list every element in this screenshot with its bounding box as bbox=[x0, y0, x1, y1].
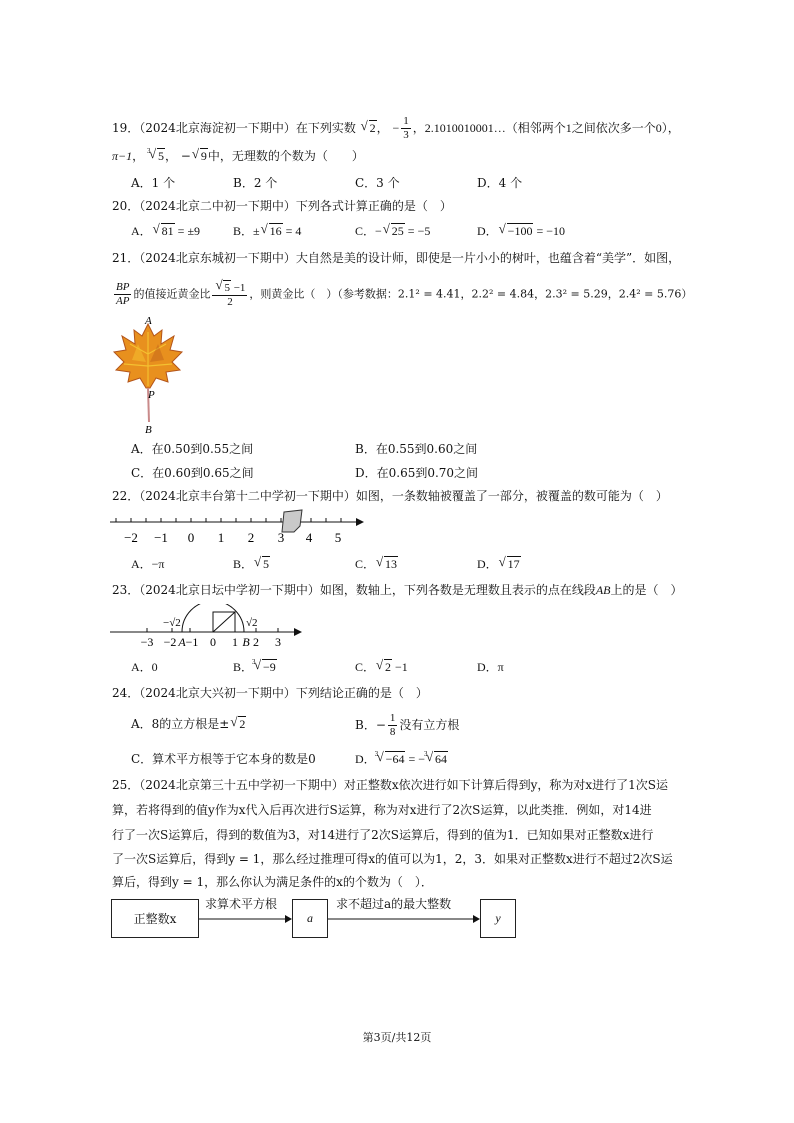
q24-number: 24． bbox=[112, 686, 140, 700]
label-p: P bbox=[148, 389, 155, 401]
q22-option-d[interactable]: D．√ 17 bbox=[477, 556, 521, 572]
q21-line2 bbox=[112, 280, 692, 309]
q19-pi-minus-1: π−1 bbox=[112, 149, 133, 163]
tick-label: 5 bbox=[334, 530, 342, 545]
q24-stem bbox=[112, 685, 428, 701]
q22-source: （2024北京丰台第十二中学初一下期中） bbox=[139, 489, 356, 503]
tick-label: 3 bbox=[277, 530, 285, 545]
q25-number: 25． bbox=[112, 778, 140, 792]
q21-option-d[interactable]: D．在0.65到0.70之间 bbox=[355, 466, 479, 480]
label-a: A bbox=[145, 315, 152, 327]
q21-option-c[interactable]: C．在0.60到0.65之间 bbox=[131, 466, 254, 480]
q21-golden-ratio: √ $\frac{5 -1}{2}$ bbox=[212, 280, 247, 309]
pos-sqrt2-label: √2 bbox=[246, 617, 258, 629]
q24-option-b[interactable]: B．− $\frac{1}{8}$ 没有立方根 bbox=[355, 712, 460, 738]
q23-option-d[interactable]: D．π bbox=[477, 660, 504, 674]
q23-question-end: 上的是（ ） bbox=[610, 583, 683, 597]
q21-number: 21． bbox=[112, 251, 140, 265]
q19-line1: 19．（2024北京海淀初一下期中）在下列实数 √ 2， − $\frac{1}{3}$ ，2.1010010001…（相邻两个1之间依次多一个0）， bbox=[112, 115, 680, 142]
tick-label: 1 bbox=[217, 530, 225, 545]
q22-option-c[interactable]: C．√ 13 bbox=[355, 556, 398, 572]
q19-option-a[interactable]: A．1 个 bbox=[131, 176, 176, 190]
q22-option-b[interactable]: B．√ 5 bbox=[233, 556, 270, 572]
q20-option-c[interactable]: C．−√ 25 = −5 bbox=[355, 223, 430, 239]
tick-label: 0 bbox=[187, 530, 195, 545]
q24-option-c[interactable]: C．算术平方根等于它本身的数是0 bbox=[131, 752, 316, 766]
tick-label: −2 bbox=[163, 635, 177, 649]
q25-line4: 了一次S运算后，得到y = 1，那么经过推理可得x的值可以为1，2，3．如果对正整数x进行不超过2次S运 bbox=[112, 852, 673, 866]
q21-option-b[interactable]: B．在0.55到0.60之间 bbox=[355, 442, 478, 456]
q23-option-a[interactable]: A．0 bbox=[131, 660, 158, 674]
q23-number-line bbox=[110, 604, 306, 652]
tick-label: 0 bbox=[210, 635, 216, 649]
q25-line2: 算，若将得到的值y作为x代入后再次进行S运算，称为对x进行了2次S运算，以此类推．例如，对14进 bbox=[112, 803, 652, 817]
q24-option-a[interactable]: A．8的立方根是±√ 2 bbox=[131, 716, 246, 732]
q23-source: （2024北京日坛中学初一下期中） bbox=[139, 583, 320, 597]
tick-label: 2 bbox=[253, 635, 259, 649]
flow-box-a: a bbox=[292, 899, 328, 938]
q19-fraction: $\frac{1}{3}$ bbox=[403, 115, 409, 141]
tick-label: −3 bbox=[140, 635, 154, 649]
q23-option-c[interactable]: C．√ 2 −1 bbox=[355, 659, 408, 675]
q19-number: 19． bbox=[112, 121, 140, 135]
tick-label: 1 bbox=[232, 635, 238, 649]
q19-sqrt2: √ 2 bbox=[361, 120, 377, 136]
q20-source: （2024北京二中初一下期中） bbox=[139, 199, 296, 213]
tick-label-a: A bbox=[178, 635, 186, 649]
q19-option-b[interactable]: B．2 个 bbox=[233, 176, 278, 190]
q22-option-a[interactable]: A．−π bbox=[131, 557, 165, 571]
neg-sqrt2-label: −√2 bbox=[163, 617, 181, 629]
q25-source: （2024北京第三十五中学初一下期中） bbox=[139, 778, 344, 792]
q20-question: 下列各式计算正确的是（ ） bbox=[295, 199, 452, 213]
flow-label-sqrt: 求算术平方根 bbox=[205, 897, 278, 911]
q21-option-a[interactable]: A．在0.50到0.55之间 bbox=[131, 442, 254, 456]
flow-box-y: y bbox=[480, 899, 516, 938]
q19-option-d[interactable]: D．4 个 bbox=[477, 176, 523, 190]
tick-label: 4 bbox=[305, 530, 313, 545]
flow-box-input: 正整数x bbox=[111, 899, 199, 938]
q22-question: 如图，一条数轴被覆盖了一部分，被覆盖的数可能为（ ） bbox=[355, 489, 668, 503]
q21-source: （2024北京东城初一下期中） bbox=[139, 251, 296, 265]
q25-text: 对正整数x依次进行如下计算后得到y，称为对x进行了1次S运 bbox=[343, 778, 669, 792]
q20-option-d[interactable]: D．√ −100 = −10 bbox=[477, 223, 565, 239]
q19-stem-end: 中，无理数的个数为（ ） bbox=[207, 149, 364, 163]
flow-label-floor: 求不超过a的最大整数 bbox=[336, 897, 452, 911]
q20-option-b[interactable]: B．±√ 16 = 4 bbox=[233, 223, 301, 239]
q23-option-b[interactable]: B． √ 3 −9 bbox=[233, 659, 277, 675]
q25-line5: 算后，得到y = 1，那么你认为满足条件的x的个数为（ ）． bbox=[112, 875, 433, 889]
q21-line1 bbox=[112, 250, 680, 266]
page-footer: 第3页/共12页 bbox=[362, 1031, 432, 1044]
q19-decimal: ，2.1010010001…（相邻两个1之间依次多一个0）， bbox=[412, 121, 680, 135]
q21-reference-data: ，则黄金比（ ）（参考数据：2.1² = 4.41，2.2² = 4.84，2.3² = 5.29，2.4² = 5.76） bbox=[249, 287, 693, 301]
q23-number: 23． bbox=[112, 583, 140, 597]
label-b: B bbox=[145, 424, 152, 436]
q24-source: （2024北京大兴初一下期中） bbox=[139, 686, 296, 700]
tick-label: −1 bbox=[154, 530, 168, 545]
flow-arrows bbox=[199, 914, 481, 924]
q24-option-d[interactable]: D． √ 3 −64 = − √ 3 64 bbox=[355, 751, 448, 767]
diagonal bbox=[213, 612, 235, 632]
q23-question: 如图，数轴上，下列各数是无理数且表示的点在线段 bbox=[319, 583, 596, 597]
q23-stem bbox=[112, 582, 683, 598]
q19-stem: 在下列实数 bbox=[295, 121, 356, 135]
q20-number: 20． bbox=[112, 199, 140, 213]
maple-leaf-figure bbox=[108, 314, 188, 436]
tick-label: 3 bbox=[275, 635, 281, 649]
q21-bp-ap-fraction: $\frac{BP}{AP}$ bbox=[116, 281, 130, 307]
q22-number: 22． bbox=[112, 489, 140, 503]
q19-neg-sqrt9: √ 9 bbox=[192, 148, 208, 164]
tick-label-b: B bbox=[242, 635, 250, 649]
q25-line1 bbox=[112, 777, 668, 793]
q23-segment-ab: AB bbox=[595, 583, 611, 597]
tick-label: −1 bbox=[185, 635, 199, 649]
q22-number-line bbox=[110, 508, 366, 548]
q24-question: 下列结论正确的是（ ） bbox=[295, 686, 428, 700]
q20-option-a[interactable]: A．√ 81 = ±9 bbox=[131, 223, 200, 239]
q22-stem bbox=[112, 488, 668, 504]
q19-frac-sign: − bbox=[392, 121, 400, 135]
q19-source: （2024北京海淀初一下期中） bbox=[139, 121, 296, 135]
q20-stem bbox=[112, 198, 452, 214]
q19-cbrt5: √ 3 5 bbox=[149, 148, 165, 164]
q21-stem-golden: 的值接近黄金比 bbox=[133, 287, 211, 301]
q19-line2: π−1， √ 3 5， −√ 9中，无理数的个数为（ ） bbox=[112, 148, 364, 164]
q21-stem: 大自然是美的设计师，即使是一片小小的树叶，也蕴含着“美学”．如图， bbox=[295, 251, 681, 265]
q19-option-c[interactable]: C．3 个 bbox=[355, 176, 400, 190]
cover-shape bbox=[282, 510, 302, 532]
q25-line3: 行了一次S运算后，得到的数值为3，对14进行了2次S运算后，得到的值为1．已知如果对正整数x进行 bbox=[112, 828, 654, 842]
tick-label: −2 bbox=[124, 530, 138, 545]
tick-label: 2 bbox=[247, 530, 255, 545]
